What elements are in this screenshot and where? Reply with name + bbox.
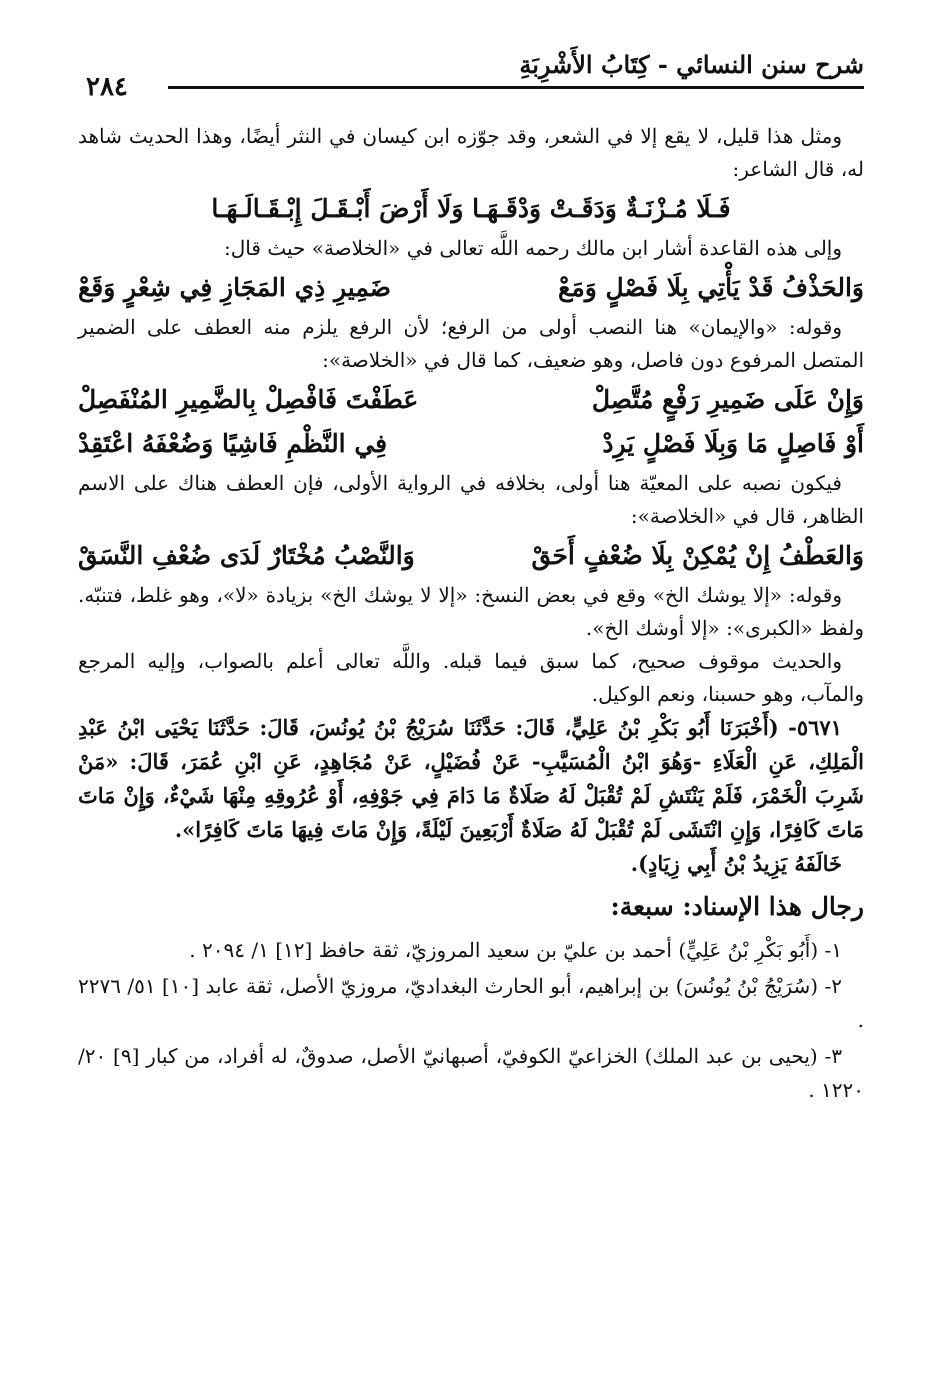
verse-3 (78, 379, 864, 421)
section-heading: رجال هذا الإسناد: سبعة: (610, 892, 864, 921)
page-body (78, 120, 864, 1107)
verse-5 (78, 535, 864, 577)
page-number: ٢٨٤ (78, 72, 136, 102)
paragraph-2: وإلى هذه القاعدة أشار ابن مالك رحمه اللَّه تعالى في «الخلاصة» حيث قال: (224, 236, 842, 260)
header-rule (168, 86, 864, 89)
paragraph-4: فيكون نصبه على المعيّة هنا أولى، بخلافه في الرواية الأولى، فإن العطف هناك على الاسم الظاهر، قال في «الخلاصة»: (78, 471, 864, 528)
verse-3-second-hemistich: عَطَفْتَ فَافْصِلْ بِالضَّمِيرِ المُنْفَصِلْ (78, 385, 419, 414)
running-header (78, 50, 864, 102)
paragraph-5: وقوله: «إلا يوشك الخ» وقع في بعض النسخ: «إلا لا يوشك الخ» بزيادة «لا»، وهو غلط، فتنبّه. ولفظ «الكبرى»: «إلا أوشك الخ». (78, 583, 864, 640)
hadith-note: خَالَفَهُ يَزِيدُ بْنُ أَبِي زِيَادٍ). (630, 851, 842, 876)
verse-1-line: فَـلَا مُـزْنَـةٌ وَدَقَـتْ وَدْقَـهَـا وَلَا أَرْضَ أَبْـقَـلَ إِبْـقَـالَـهَـا (211, 194, 731, 223)
narrator-entry-1: ١- (أَبُو بَكْرِ بْنُ عَلِيٍّ) أحمد بن عليّ بن سعيد المروزيّ، ثقة حافظ [١٢] ١/ ٢٠٩٤ . (189, 938, 842, 962)
verse-4 (78, 423, 864, 465)
verse-5-first-hemistich: وَالعَطْفُ إِنْ يُمْكِنْ بِلَا ضُعْفٍ أَحَقْ (531, 541, 864, 570)
hadith-text: ٥٦٧١- (أَخْبَرَنَا أَبُو بَكْرِ بْنُ عَلِيٍّ، قَالَ: حَدَّثَنَا سُرَيْجُ بْنُ يُونُسَ، قَالَ: حَدَّثَنَا يَحْيَى ابْنُ عَبْدِ الْمَلِكِ، عَنِ الْعَلَاءِ -وَهُوَ ابْنُ الْمُسَيَّبِ- عَنْ فُضَيْلٍ، عَنْ مُجَاهِدٍ، عَنِ ابْنِ عُمَرَ، قَالَ: «مَنْ شَرِبَ الْخَمْرَ، فَلَمْ يَنْتَشِ لَمْ تُقْبَلْ لَهُ صَلَاةٌ مَا دَامَ فِي جَوْفِهِ، أَوْ عُرُوقِهِ مِنْهَا شَيْءٌ، وَإِنْ مَاتَ مَاتَ كَافِرًا، وَإِنِ انْتَشَى لَمْ تُقْبَلْ لَهُ صَلَاةٌ أَرْبَعِينَ لَيْلَةً، وَإِنْ مَاتَ فِيهَا مَاتَ كَافِرًا». (78, 715, 864, 842)
paragraph-6: والحديث موقوف صحيح، كما سبق فيما قبله. واللَّه تعالى أعلم بالصواب، وإليه المرجع والمآب، وهو حسبنا، ونعم الوكيل. (78, 649, 864, 706)
narrator-entry-2: ٢- (سُرَيْجُ بْنُ يُونُسَ) بن إبراهيم، أبو الحارث البغداديّ، مروزيّ الأصل، ثقة عابد [١٠] ٥١/ ٢٢٧٦ . (78, 974, 864, 1032)
verse-2-first-hemistich: وَالحَذْفُ قَدْ يَأْتِي بِلَا فَصْلٍ وَمَعْ (558, 273, 864, 302)
verse-4-first-hemistich: أَوْ فَاصِلٍ مَا وَبِلَا فَصْلٍ يَرِدْ (602, 429, 864, 458)
verse-3-first-hemistich: وَإِنْ عَلَى ضَمِيرِ رَفْعٍ مُتَّصِلْ (591, 385, 864, 414)
verse-2 (78, 267, 864, 309)
verse-5-second-hemistich: وَالنَّصْبُ مُخْتَارٌ لَدَى ضُعْفِ النَّسَقْ (78, 541, 415, 570)
verse-4-second-hemistich: فِي النَّظْمِ فَاشِيًا وَضُعْفَهُ اعْتَقِدْ (78, 429, 388, 458)
paragraph-1: ومثل هذا قليل، لا يقع إلا في الشعر، وقد جوّزه ابن كيسان في النثر أيضًا، وهذا الحديث شاهد له، قال الشاعر: (78, 124, 864, 181)
verse-1 (78, 188, 864, 230)
paragraph-3: وقوله: «والإيمان» هنا النصب أولى من الرفع؛ لأن الرفع يلزم منه العطف على الضمير المتصل المرفوع دون فاصل، وهو ضعيف، كما قال في «الخلاصة»: (78, 315, 864, 372)
book-page (78, 50, 864, 1109)
running-title: شرح سنن النسائي - كِتَابُ الأَشْرِبَةِ (519, 50, 864, 79)
narrator-entry-3: ٣- (يحيى بن عبد الملك) الخزاعيّ الكوفيّ، أصبهانيّ الأصل، صدوقٌ، له أفراد، من كبار [٩] ٢٠/ ١٢٢٠ . (78, 1044, 864, 1102)
verse-2-second-hemistich: ضَمِيرِ ذِي المَجَازِ فِي شِعْرٍ وَقَعْ (78, 273, 392, 302)
